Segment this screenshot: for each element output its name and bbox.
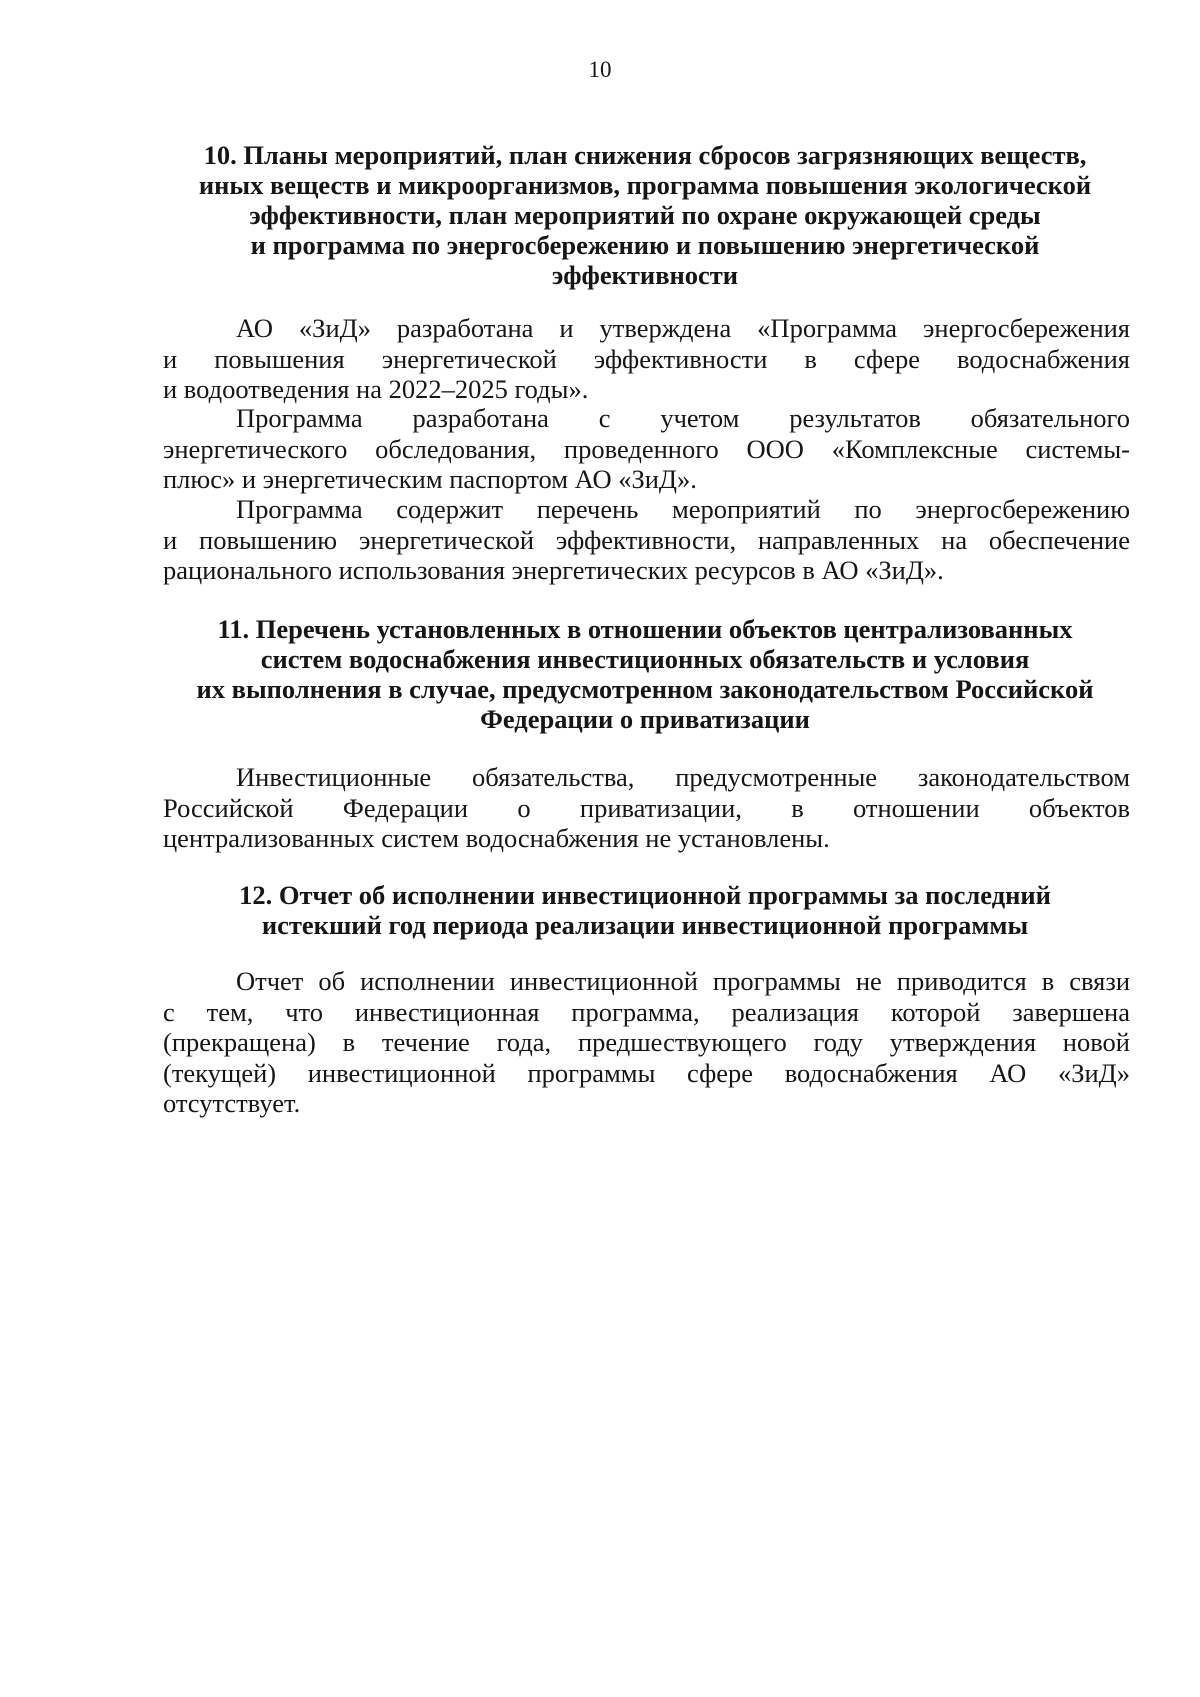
heading-line: 12. Отчет об исполнении инвестиционной программы за последний — [239, 880, 1051, 910]
heading-line: 11. Перечень установленных в отношении объектов централизованных — [217, 614, 1073, 644]
section-10-heading — [160, 140, 1130, 290]
paragraph-line: (прекращена) в течение года, предшествующего году утверждения новой — [163, 1027, 1130, 1057]
heading-line: Федерации о приватизации — [480, 704, 810, 734]
paragraph-line: Российской Федерации о приватизации, в отношении объектов — [163, 792, 1130, 823]
paragraph-line: энергетического обследования, проведенного ООО «Комплексные системы- — [163, 433, 1130, 464]
paragraph-line: с тем, что инвестиционная программа, реализация которой завершена — [163, 996, 1130, 1027]
heading-line: эффективности, план мероприятий по охране окружающей среды — [249, 200, 1041, 230]
section-10-paragraph-2 — [163, 403, 1130, 495]
section-10-paragraph-1 — [163, 313, 1130, 405]
page-number: 10 — [588, 57, 612, 82]
heading-line: систем водоснабжения инвестиционных обязательств и условия — [260, 644, 1030, 674]
section-12-heading — [160, 880, 1130, 940]
paragraph-line: централизованных систем водоснабжения не установлены. — [163, 823, 830, 853]
section-11-heading — [160, 614, 1130, 734]
section-11-paragraph-1 — [163, 762, 1130, 854]
heading-line: эффективности — [551, 260, 739, 290]
paragraph-line: Программа содержит перечень мероприятий по энергосбережению — [236, 494, 1130, 524]
paragraph-line: плюс» и энергетическим паспортом АО «ЗиД». — [163, 464, 697, 494]
paragraph-line: и водоотведения на 2022–2025 годы». — [163, 374, 589, 404]
paragraph-line: и повышению энергетической эффективности, направленных на обеспечение — [163, 524, 1130, 555]
paragraph-line: Программа разработана с учетом результатов обязательного — [236, 403, 1130, 433]
paragraph-line: рационального использования энергетических ресурсов в АО «ЗиД». — [163, 555, 944, 585]
heading-line: и программа по энергосбережению и повышению энергетической — [250, 230, 1040, 260]
paragraph-line: Инвестиционные обязательства, предусмотренные законодательством — [236, 762, 1130, 792]
paragraph-line: (текущей) инвестиционной программы сфере водоснабжения АО «ЗиД» — [163, 1057, 1130, 1088]
heading-line: 10. Планы мероприятий, план снижения сбросов загрязняющих веществ, — [203, 140, 1087, 170]
paragraph-line: АО «ЗиД» разработана и утверждена «Программа энергосбережения — [236, 313, 1130, 343]
heading-line: их выполнения в случае, предусмотренном законодательством Российской — [196, 674, 1094, 704]
paragraph-line: и повышения энергетической эффективности в сфере водоснабжения — [163, 343, 1130, 374]
paragraph-line: Отчет об исполнении инвестиционной программы не приводится в связи — [236, 966, 1130, 996]
heading-line: истекший год периода реализации инвестиционной программы — [261, 910, 1029, 940]
heading-line: иных веществ и микроорганизмов, программа повышения экологической — [198, 170, 1092, 200]
paragraph-line: отсутствует. — [163, 1088, 301, 1118]
section-12-paragraph-1 — [163, 966, 1130, 1119]
section-10-paragraph-3 — [163, 494, 1130, 586]
